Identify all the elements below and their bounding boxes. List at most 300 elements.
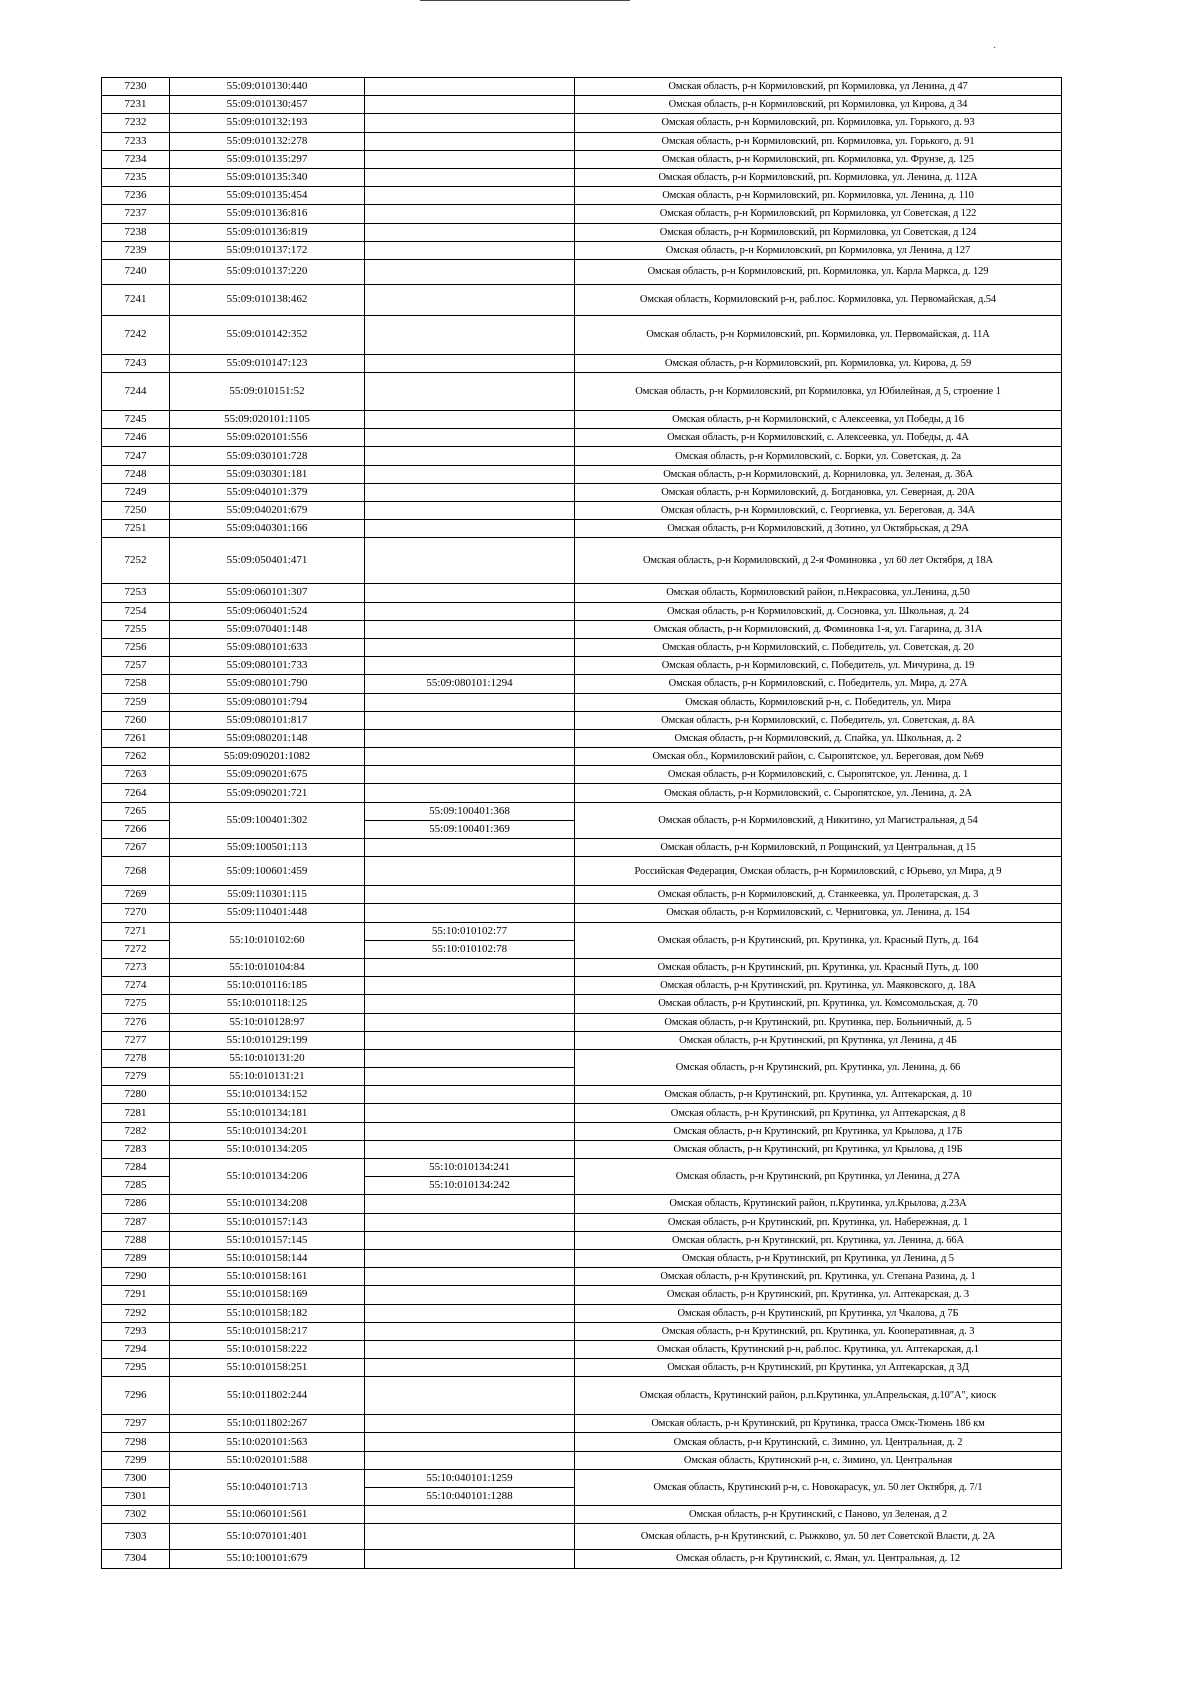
row-number: 7284 bbox=[102, 1159, 170, 1177]
cadastral-number: 55:09:060401:524 bbox=[170, 602, 365, 620]
cadastral-number: 55:10:010157:145 bbox=[170, 1231, 365, 1249]
linked-cadastral-number bbox=[365, 241, 575, 259]
row-number: 7235 bbox=[102, 168, 170, 186]
address: Омская область, р-н Кормиловский, с. Сыропятское, ул. Ленина, д. 1 bbox=[575, 766, 1062, 784]
row-number: 7303 bbox=[102, 1524, 170, 1550]
linked-cadastral-number bbox=[365, 96, 575, 114]
address: Омская область, Кормиловский р-н, с. Победитель, ул. Мира bbox=[575, 693, 1062, 711]
row-number: 7256 bbox=[102, 638, 170, 656]
cadastral-number: 55:09:010135:340 bbox=[170, 168, 365, 186]
table-row bbox=[102, 1469, 1062, 1487]
cadastral-number: 55:09:010142:352 bbox=[170, 315, 365, 354]
row-number: 7269 bbox=[102, 886, 170, 904]
cadastral-number: 55:10:010158:182 bbox=[170, 1304, 365, 1322]
linked-cadastral-number bbox=[365, 502, 575, 520]
scan-speck: · bbox=[993, 42, 997, 53]
address: Омская область, р-н Кормиловский, с. Победитель, ул. Советская, д. 8А bbox=[575, 711, 1062, 729]
cadastral-number: 55:09:010135:454 bbox=[170, 187, 365, 205]
cadastral-number: 55:09:080101:733 bbox=[170, 657, 365, 675]
row-number: 7277 bbox=[102, 1031, 170, 1049]
row-number: 7237 bbox=[102, 205, 170, 223]
table-row bbox=[102, 886, 1062, 904]
row-number: 7293 bbox=[102, 1322, 170, 1340]
cadastral-number: 55:09:100401:302 bbox=[170, 802, 365, 838]
table-row bbox=[102, 1122, 1062, 1140]
cadastral-number: 55:10:010131:21 bbox=[170, 1068, 365, 1086]
row-number: 7283 bbox=[102, 1140, 170, 1158]
linked-cadastral-number bbox=[365, 657, 575, 675]
address: Омская область, Кормиловский р-н, раб.пос. Кормиловка, ул. Первомайская, д.54 bbox=[575, 284, 1062, 315]
address: Омская область, р-н Кормиловский, рп. Кормиловка, ул. Горького, д. 91 bbox=[575, 132, 1062, 150]
address: Омская область, р-н Кормиловский, с. Победитель, ул. Мичурина, д. 19 bbox=[575, 657, 1062, 675]
linked-cadastral-number bbox=[365, 1304, 575, 1322]
row-number: 7275 bbox=[102, 995, 170, 1013]
linked-cadastral-number bbox=[365, 729, 575, 747]
table-row bbox=[102, 150, 1062, 168]
row-number: 7243 bbox=[102, 354, 170, 372]
address: Омская область, р-н Кормиловский, рп Кормиловка, ул Кирова, д 34 bbox=[575, 96, 1062, 114]
row-number: 7299 bbox=[102, 1451, 170, 1469]
address: Российская Федерация, Омская область, р-н Кормиловский, с Юрьево, ул Мира, д 9 bbox=[575, 857, 1062, 886]
linked-cadastral-number bbox=[365, 1249, 575, 1267]
table-row bbox=[102, 1340, 1062, 1358]
linked-cadastral-number bbox=[365, 766, 575, 784]
table-row bbox=[102, 187, 1062, 205]
linked-cadastral-number bbox=[365, 259, 575, 284]
table-row bbox=[102, 284, 1062, 315]
linked-cadastral-number bbox=[365, 995, 575, 1013]
row-number: 7238 bbox=[102, 223, 170, 241]
cadastral-number: 55:09:040101:379 bbox=[170, 483, 365, 501]
address: Омская область, Крутинский р-н, с. Зимино, ул. Центральная bbox=[575, 1451, 1062, 1469]
table-row bbox=[102, 729, 1062, 747]
cadastral-number: 55:10:020101:588 bbox=[170, 1451, 365, 1469]
row-number: 7260 bbox=[102, 711, 170, 729]
linked-cadastral-number bbox=[365, 223, 575, 241]
linked-cadastral-number bbox=[365, 354, 575, 372]
table-row bbox=[102, 922, 1062, 940]
cadastral-number: 55:10:010158:169 bbox=[170, 1286, 365, 1304]
table-row bbox=[102, 802, 1062, 820]
address: Омская область, р-н Кормиловский, с. Сыропятское, ул. Ленина, д. 2А bbox=[575, 784, 1062, 802]
address: Омская область, р-н Кормиловский, рп Кормиловка, ул Юбилейная, д 5, строение 1 bbox=[575, 373, 1062, 411]
row-number: 7274 bbox=[102, 977, 170, 995]
table-row bbox=[102, 411, 1062, 429]
cadastral-number: 55:09:100501:113 bbox=[170, 839, 365, 857]
linked-cadastral-number bbox=[365, 711, 575, 729]
table-row bbox=[102, 1377, 1062, 1415]
cadastral-number: 55:09:040301:166 bbox=[170, 520, 365, 538]
row-number: 7232 bbox=[102, 114, 170, 132]
address: Омская область, р-н Крутинский, с Паново, ул Зеленая, д 2 bbox=[575, 1506, 1062, 1524]
linked-cadastral-number bbox=[365, 1068, 575, 1086]
address: Омская область, р-н Кормиловский, д Никитино, ул Магистральная, д 54 bbox=[575, 802, 1062, 838]
table-row bbox=[102, 602, 1062, 620]
row-number: 7261 bbox=[102, 729, 170, 747]
table-row bbox=[102, 502, 1062, 520]
address: Омская область, р-н Крутинский, рп. Крутинка, ул. Красный Путь, д. 164 bbox=[575, 922, 1062, 958]
row-number: 7231 bbox=[102, 96, 170, 114]
row-number: 7304 bbox=[102, 1550, 170, 1568]
linked-cadastral-number bbox=[365, 1286, 575, 1304]
address: Омская область, Крутинский р-н, раб.пос. Крутинка, ул. Аптекарская, д.1 bbox=[575, 1340, 1062, 1358]
table-row bbox=[102, 132, 1062, 150]
linked-cadastral-number bbox=[365, 1104, 575, 1122]
linked-cadastral-number bbox=[365, 205, 575, 223]
address: Омская область, р-н Крутинский, рп Крутинка, ул Крылова, д 17Б bbox=[575, 1122, 1062, 1140]
linked-cadastral-number: 55:10:010134:241 bbox=[365, 1159, 575, 1177]
table-row bbox=[102, 1013, 1062, 1031]
address: Омская обл., Кормиловский район, с. Сыропятское, ул. Береговая, дом №69 bbox=[575, 748, 1062, 766]
cadastral-number: 55:10:010134:181 bbox=[170, 1104, 365, 1122]
cadastral-number: 55:09:020101:1105 bbox=[170, 411, 365, 429]
address: Омская область, р-н Кормиловский, рп. Кормиловка, ул. Карла Маркса, д. 129 bbox=[575, 259, 1062, 284]
row-number: 7300 bbox=[102, 1469, 170, 1487]
linked-cadastral-number bbox=[365, 693, 575, 711]
cadastral-number: 55:10:010131:20 bbox=[170, 1049, 365, 1067]
linked-cadastral-number bbox=[365, 1550, 575, 1568]
row-number: 7247 bbox=[102, 447, 170, 465]
linked-cadastral-number bbox=[365, 602, 575, 620]
address: Омская область, р-н Кормиловский, с. Победитель, ул. Мира, д. 27А bbox=[575, 675, 1062, 693]
address: Омская область, р-н Кормиловский, рп Кормиловка, ул Советская, д 124 bbox=[575, 223, 1062, 241]
row-number: 7279 bbox=[102, 1068, 170, 1086]
table-row bbox=[102, 1268, 1062, 1286]
table-row bbox=[102, 584, 1062, 602]
table-row bbox=[102, 1451, 1062, 1469]
table-row bbox=[102, 447, 1062, 465]
table-row bbox=[102, 1304, 1062, 1322]
linked-cadastral-number bbox=[365, 1415, 575, 1433]
address: Омская область, р-н Кормиловский, с Алексеевка, ул Победы, д 16 bbox=[575, 411, 1062, 429]
address: Омская область, р-н Кормиловский, д. Спайка, ул. Школьная, д. 2 bbox=[575, 729, 1062, 747]
row-number: 7263 bbox=[102, 766, 170, 784]
table-row bbox=[102, 78, 1062, 96]
row-number: 7298 bbox=[102, 1433, 170, 1451]
table-row bbox=[102, 1049, 1062, 1067]
table-row bbox=[102, 483, 1062, 501]
row-number: 7259 bbox=[102, 693, 170, 711]
row-number: 7287 bbox=[102, 1213, 170, 1231]
table-row bbox=[102, 1140, 1062, 1158]
cadastral-number: 55:09:010136:816 bbox=[170, 205, 365, 223]
table-row bbox=[102, 223, 1062, 241]
cadastral-number: 55:10:010134:205 bbox=[170, 1140, 365, 1158]
table-row bbox=[102, 958, 1062, 976]
linked-cadastral-number bbox=[365, 150, 575, 168]
cadastral-number: 55:09:010138:462 bbox=[170, 284, 365, 315]
cadastral-number: 55:09:090201:721 bbox=[170, 784, 365, 802]
row-number: 7230 bbox=[102, 78, 170, 96]
linked-cadastral-number bbox=[365, 638, 575, 656]
address: Омская область, р-н Кормиловский, с. Черниговка, ул. Ленина, д. 154 bbox=[575, 904, 1062, 922]
table-row bbox=[102, 1104, 1062, 1122]
linked-cadastral-number bbox=[365, 78, 575, 96]
cadastral-number: 55:10:010158:217 bbox=[170, 1322, 365, 1340]
linked-cadastral-number: 55:10:010134:242 bbox=[365, 1177, 575, 1195]
linked-cadastral-number bbox=[365, 447, 575, 465]
table-row bbox=[102, 1286, 1062, 1304]
cadastral-number: 55:09:110401:448 bbox=[170, 904, 365, 922]
address: Омская область, р-н Кормиловский, д. Корниловка, ул. Зеленая, д. 36А bbox=[575, 465, 1062, 483]
row-number: 7266 bbox=[102, 820, 170, 838]
table-row bbox=[102, 784, 1062, 802]
address: Омская область, р-н Кормиловский, п Рощинский, ул Центральная, д 15 bbox=[575, 839, 1062, 857]
row-number: 7288 bbox=[102, 1231, 170, 1249]
row-number: 7244 bbox=[102, 373, 170, 411]
linked-cadastral-number bbox=[365, 1359, 575, 1377]
cadastral-number: 55:10:010158:222 bbox=[170, 1340, 365, 1358]
address: Омская область, р-н Крутинский, рп Крутинка, ул Чкалова, д 7Б bbox=[575, 1304, 1062, 1322]
linked-cadastral-number bbox=[365, 168, 575, 186]
linked-cadastral-number: 55:10:040101:1288 bbox=[365, 1488, 575, 1506]
row-number: 7239 bbox=[102, 241, 170, 259]
address: Омская область, р-н Крутинский, рп Крутинка, ул Аптекарская, д 3Д bbox=[575, 1359, 1062, 1377]
cadastral-number: 55:10:010102:60 bbox=[170, 922, 365, 958]
cadastral-number: 55:10:010158:251 bbox=[170, 1359, 365, 1377]
address: Омская область, р-н Крутинский, рп. Крутинка, ул. Ленина, д. 66А bbox=[575, 1231, 1062, 1249]
address: Омская область, р-н Кормиловский, рп. Кормиловка, ул. Ленина, д. 110 bbox=[575, 187, 1062, 205]
linked-cadastral-number bbox=[365, 1013, 575, 1031]
cadastral-number: 55:09:030301:181 bbox=[170, 465, 365, 483]
linked-cadastral-number: 55:10:010102:77 bbox=[365, 922, 575, 940]
row-number: 7295 bbox=[102, 1359, 170, 1377]
cadastral-number: 55:09:010130:440 bbox=[170, 78, 365, 96]
cadastral-number: 55:10:010134:208 bbox=[170, 1195, 365, 1213]
table-row bbox=[102, 373, 1062, 411]
table-row bbox=[102, 114, 1062, 132]
row-number: 7236 bbox=[102, 187, 170, 205]
cadastral-number: 55:10:010134:206 bbox=[170, 1159, 365, 1195]
table-row bbox=[102, 977, 1062, 995]
table-row bbox=[102, 520, 1062, 538]
cadastral-number: 55:09:050401:471 bbox=[170, 538, 365, 584]
table-row bbox=[102, 657, 1062, 675]
linked-cadastral-number bbox=[365, 784, 575, 802]
row-number: 7276 bbox=[102, 1013, 170, 1031]
address: Омская область, р-н Крутинский, с. Рыжково, ул. 50 лет Советской Власти, д. 2А bbox=[575, 1524, 1062, 1550]
linked-cadastral-number bbox=[365, 839, 575, 857]
address: Омская область, р-н Крутинский, с. Яман, ул. Центральная, д. 12 bbox=[575, 1550, 1062, 1568]
row-number: 7302 bbox=[102, 1506, 170, 1524]
address: Омская область, р-н Кормиловский, рп. Кормиловка, ул. Кирова, д. 59 bbox=[575, 354, 1062, 372]
cadastral-number: 55:10:070101:401 bbox=[170, 1524, 365, 1550]
table-row bbox=[102, 168, 1062, 186]
linked-cadastral-number bbox=[365, 1086, 575, 1104]
linked-cadastral-number bbox=[365, 977, 575, 995]
row-number: 7282 bbox=[102, 1122, 170, 1140]
table-row bbox=[102, 1359, 1062, 1377]
cadastral-number: 55:09:010151:52 bbox=[170, 373, 365, 411]
row-number: 7262 bbox=[102, 748, 170, 766]
address: Омская область, Крутинский р-н, с. Новокарасук, ул. 50 лет Октября, д. 7/1 bbox=[575, 1469, 1062, 1505]
address: Омская область, р-н Кормиловский, д. Богдановка, ул. Северная, д. 20А bbox=[575, 483, 1062, 501]
table-row bbox=[102, 904, 1062, 922]
cadastral-number: 55:10:011802:244 bbox=[170, 1377, 365, 1415]
row-number: 7252 bbox=[102, 538, 170, 584]
address: Омская область, р-н Кормиловский, с. Борки, ул. Советская, д. 2а bbox=[575, 447, 1062, 465]
address: Омская область, Крутинский район, п.Крутинка, ул.Крылова, д.23А bbox=[575, 1195, 1062, 1213]
address: Омская область, р-н Крутинский, рп. Крутинка, ул. Степана Разина, д. 1 bbox=[575, 1268, 1062, 1286]
linked-cadastral-number bbox=[365, 904, 575, 922]
linked-cadastral-number bbox=[365, 1506, 575, 1524]
row-number: 7290 bbox=[102, 1268, 170, 1286]
address: Омская область, р-н Кормиловский, д 2-я Фоминовка , ул 60 лет Октября, д 18А bbox=[575, 538, 1062, 584]
linked-cadastral-number bbox=[365, 1322, 575, 1340]
cadastral-number: 55:09:090201:1082 bbox=[170, 748, 365, 766]
linked-cadastral-number bbox=[365, 315, 575, 354]
table-row bbox=[102, 1213, 1062, 1231]
address: Омская область, р-н Кормиловский, с. Алексеевка, ул. Победы, д. 4А bbox=[575, 429, 1062, 447]
table-row bbox=[102, 96, 1062, 114]
linked-cadastral-number bbox=[365, 1213, 575, 1231]
row-number: 7249 bbox=[102, 483, 170, 501]
cadastral-table bbox=[101, 77, 1062, 1569]
address: Омская область, р-н Кормиловский, д Зотино, ул Октябрьская, д 29А bbox=[575, 520, 1062, 538]
linked-cadastral-number bbox=[365, 538, 575, 584]
linked-cadastral-number bbox=[365, 429, 575, 447]
row-number: 7264 bbox=[102, 784, 170, 802]
row-number: 7257 bbox=[102, 657, 170, 675]
table-row bbox=[102, 711, 1062, 729]
linked-cadastral-number bbox=[365, 114, 575, 132]
table-row bbox=[102, 205, 1062, 223]
address: Омская область, р-н Кормиловский, рп. Кормиловка, ул. Горького, д. 93 bbox=[575, 114, 1062, 132]
row-number: 7254 bbox=[102, 602, 170, 620]
table-row bbox=[102, 259, 1062, 284]
linked-cadastral-number bbox=[365, 1377, 575, 1415]
cadastral-number: 55:09:010147:123 bbox=[170, 354, 365, 372]
address: Омская область, р-н Кормиловский, рп Кормиловка, ул Ленина, д 47 bbox=[575, 78, 1062, 96]
linked-cadastral-number bbox=[365, 958, 575, 976]
linked-cadastral-number bbox=[365, 584, 575, 602]
linked-cadastral-number bbox=[365, 373, 575, 411]
cadastral-number: 55:10:010157:143 bbox=[170, 1213, 365, 1231]
linked-cadastral-number bbox=[365, 1140, 575, 1158]
row-number: 7234 bbox=[102, 150, 170, 168]
table-row bbox=[102, 693, 1062, 711]
cadastral-number: 55:10:011802:267 bbox=[170, 1415, 365, 1433]
linked-cadastral-number bbox=[365, 1340, 575, 1358]
cadastral-number: 55:09:010132:278 bbox=[170, 132, 365, 150]
linked-cadastral-number bbox=[365, 1451, 575, 1469]
row-number: 7281 bbox=[102, 1104, 170, 1122]
row-number: 7296 bbox=[102, 1377, 170, 1415]
row-number: 7253 bbox=[102, 584, 170, 602]
cadastral-number: 55:09:060101:307 bbox=[170, 584, 365, 602]
cadastral-number: 55:10:010134:152 bbox=[170, 1086, 365, 1104]
table-row bbox=[102, 1550, 1062, 1568]
row-number: 7268 bbox=[102, 857, 170, 886]
cadastral-number: 55:09:080101:633 bbox=[170, 638, 365, 656]
linked-cadastral-number: 55:10:040101:1259 bbox=[365, 1469, 575, 1487]
address: Омская область, р-н Кормиловский, рп Кормиловка, ул Ленина, д 127 bbox=[575, 241, 1062, 259]
linked-cadastral-number bbox=[365, 1524, 575, 1550]
address: Омская область, р-н Крутинский, рп Крутинка, ул Ленина, д 4Б bbox=[575, 1031, 1062, 1049]
address: Омская область, р-н Кормиловский, рп. Кормиловка, ул. Первомайская, д. 11А bbox=[575, 315, 1062, 354]
cadastral-number: 55:10:040101:713 bbox=[170, 1469, 365, 1505]
cadastral-number: 55:10:100101:679 bbox=[170, 1550, 365, 1568]
linked-cadastral-number bbox=[365, 1195, 575, 1213]
row-number: 7250 bbox=[102, 502, 170, 520]
address: Омская область, р-н Кормиловский, рп. Кормиловка, ул. Ленина, д. 112А bbox=[575, 168, 1062, 186]
cadastral-number: 55:09:030101:728 bbox=[170, 447, 365, 465]
linked-cadastral-number bbox=[365, 1433, 575, 1451]
cadastral-number: 55:09:090201:675 bbox=[170, 766, 365, 784]
cadastral-number: 55:09:010137:172 bbox=[170, 241, 365, 259]
row-number: 7273 bbox=[102, 958, 170, 976]
table-row bbox=[102, 429, 1062, 447]
row-number: 7245 bbox=[102, 411, 170, 429]
row-number: 7297 bbox=[102, 1415, 170, 1433]
linked-cadastral-number bbox=[365, 886, 575, 904]
table-row bbox=[102, 1322, 1062, 1340]
cadastral-number: 55:09:010136:819 bbox=[170, 223, 365, 241]
table-row bbox=[102, 748, 1062, 766]
cadastral-number: 55:10:010104:84 bbox=[170, 958, 365, 976]
table-row bbox=[102, 766, 1062, 784]
row-number: 7258 bbox=[102, 675, 170, 693]
cadastral-number: 55:09:080201:148 bbox=[170, 729, 365, 747]
cadastral-number: 55:09:040201:679 bbox=[170, 502, 365, 520]
address: Омская область, р-н Кормиловский, с. Победитель, ул. Советская, д. 20 bbox=[575, 638, 1062, 656]
row-number: 7265 bbox=[102, 802, 170, 820]
linked-cadastral-number bbox=[365, 748, 575, 766]
table-row bbox=[102, 995, 1062, 1013]
table-row bbox=[102, 538, 1062, 584]
address: Омская область, р-н Крутинский, рп. Крутинка, ул. Маяковского, д. 18А bbox=[575, 977, 1062, 995]
cadastral-number: 55:10:010116:185 bbox=[170, 977, 365, 995]
cadastral-number: 55:09:080101:817 bbox=[170, 711, 365, 729]
table-row bbox=[102, 1506, 1062, 1524]
linked-cadastral-number bbox=[365, 1122, 575, 1140]
address: Омская область, р-н Крутинский, рп. Крутинка, ул. Аптекарская, д. 3 bbox=[575, 1286, 1062, 1304]
cadastral-number: 55:10:060101:561 bbox=[170, 1506, 365, 1524]
row-number: 7292 bbox=[102, 1304, 170, 1322]
cadastral-number: 55:09:010135:297 bbox=[170, 150, 365, 168]
address: Омская область, р-н Крутинский, рп Крутинка, ул Крылова, д 19Б bbox=[575, 1140, 1062, 1158]
linked-cadastral-number bbox=[365, 284, 575, 315]
row-number: 7233 bbox=[102, 132, 170, 150]
table-row bbox=[102, 1159, 1062, 1177]
linked-cadastral-number: 55:09:080101:1294 bbox=[365, 675, 575, 693]
table-row bbox=[102, 675, 1062, 693]
table-row bbox=[102, 1524, 1062, 1550]
cadastral-number: 55:10:010158:161 bbox=[170, 1268, 365, 1286]
linked-cadastral-number bbox=[365, 465, 575, 483]
row-number: 7289 bbox=[102, 1249, 170, 1267]
row-number: 7246 bbox=[102, 429, 170, 447]
table-row bbox=[102, 620, 1062, 638]
linked-cadastral-number bbox=[365, 1268, 575, 1286]
row-number: 7241 bbox=[102, 284, 170, 315]
table-row bbox=[102, 1415, 1062, 1433]
address: Омская область, р-н Крутинский, рп. Крутинка, ул. Ленина, д. 66 bbox=[575, 1049, 1062, 1085]
table-row bbox=[102, 354, 1062, 372]
cadastral-number: 55:09:100601:459 bbox=[170, 857, 365, 886]
cadastral-number: 55:09:070401:148 bbox=[170, 620, 365, 638]
row-number: 7280 bbox=[102, 1086, 170, 1104]
address: Омская область, р-н Кормиловский, с. Георгиевка, ул. Береговая, д. 34А bbox=[575, 502, 1062, 520]
cadastral-number: 55:10:020101:563 bbox=[170, 1433, 365, 1451]
address: Омская область, р-н Крутинский, рп Крутинка, трасса Омск-Тюмень 186 км bbox=[575, 1415, 1062, 1433]
row-number: 7251 bbox=[102, 520, 170, 538]
address: Омская область, р-н Кормиловский, д. Сосновка, ул. Школьная, д. 24 bbox=[575, 602, 1062, 620]
table-row bbox=[102, 1195, 1062, 1213]
row-number: 7278 bbox=[102, 1049, 170, 1067]
table-row bbox=[102, 315, 1062, 354]
cadastral-number: 55:09:010132:193 bbox=[170, 114, 365, 132]
